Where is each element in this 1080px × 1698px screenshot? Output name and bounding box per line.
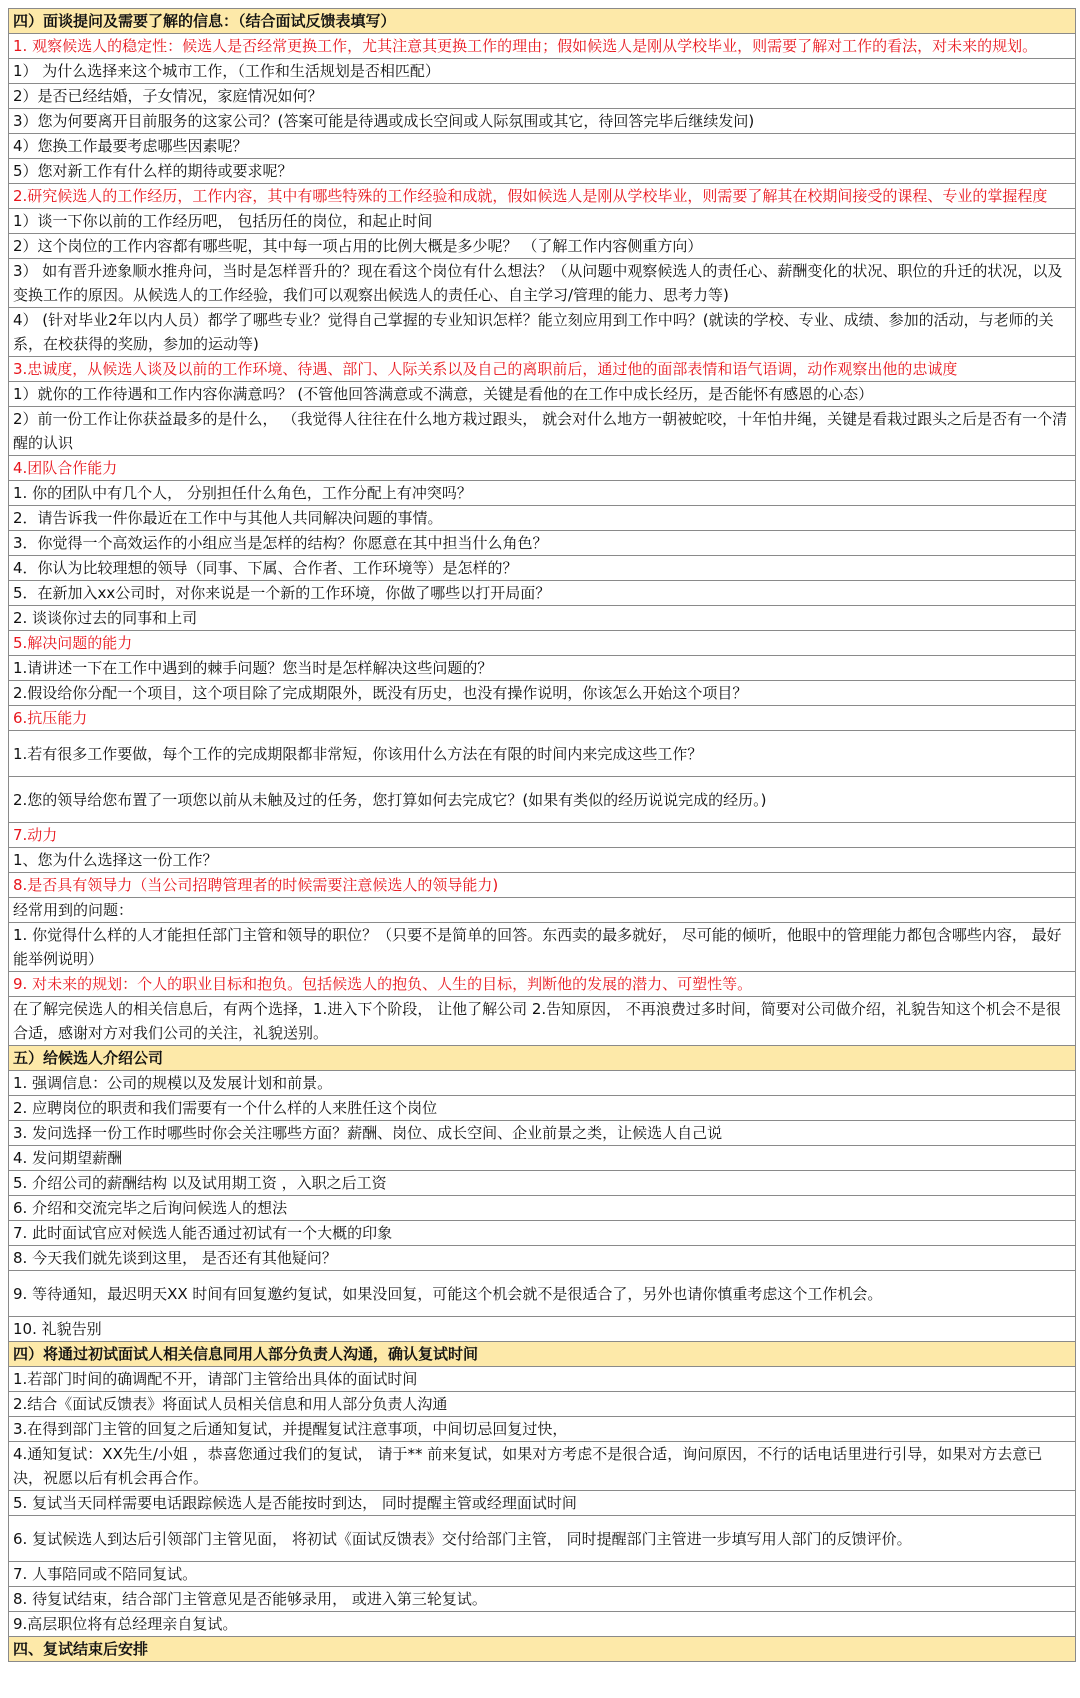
table-row [9, 1121, 1076, 1146]
question-cell[interactable]: 2. 谈谈你过去的同事和上司 [9, 606, 1076, 631]
section-header-cell[interactable]: 五）给候选人介绍公司 [9, 1046, 1076, 1071]
interview-guide-table [8, 8, 1076, 1662]
table-row [9, 1392, 1076, 1417]
question-cell[interactable]: 2. 应聘岗位的职责和我们需要有一个什么样的人来胜任这个岗位 [9, 1096, 1076, 1121]
question-cell[interactable]: 8. 今天我们就先谈到这里， 是否还有其他疑问？ [9, 1246, 1076, 1271]
table-row [9, 848, 1076, 873]
table-row [9, 59, 1076, 84]
question-cell[interactable]: 在了解完侯选人的相关信息后，有两个选择，1.进入下个阶段， 让他了解公司 2.告知原因， 不再浪费过多时间，简要对公司做介绍，礼貌告知这个机会不是很合适，感谢对方对我们公司的关注，礼貌送别。 [9, 997, 1076, 1046]
question-cell[interactable]: 4）您换工作最要考虑哪些因素呢？ [9, 134, 1076, 159]
table-row [9, 706, 1076, 731]
question-cell[interactable]: 1. 你的团队中有几个人， 分别担任什么角色，工作分配上有冲突吗？ [9, 481, 1076, 506]
table-row [9, 234, 1076, 259]
question-cell[interactable]: 3．你觉得一个高效运作的小组应当是怎样的结构？你愿意在其中担当什么角色？ [9, 531, 1076, 556]
question-cell[interactable]: 1）就你的工作待遇和工作内容你满意吗？ (不管他回答满意或不满意，关键是看他的在工作中成长经历，是否能怀有感恩的心态） [9, 382, 1076, 407]
table-row [9, 407, 1076, 456]
table-row [9, 1417, 1076, 1442]
section-header-row [9, 1637, 1076, 1662]
table-row [9, 873, 1076, 898]
table-row [9, 1612, 1076, 1637]
table-row [9, 777, 1076, 823]
question-cell[interactable]: 1.请讲述一下在工作中遇到的棘手问题？您当时是怎样解决这些问题的？ [9, 656, 1076, 681]
question-cell[interactable]: 8. 待复试结束，结合部门主管意见是否能够录用， 或进入第三轮复试。 [9, 1587, 1076, 1612]
table-row [9, 1317, 1076, 1342]
question-cell[interactable]: 9. 等待通知，最迟明天XX 时间有回复邀约复试，如果没回复，可能这个机会就不是很适合了，另外也请你慎重考虑这个工作机会。 [9, 1271, 1076, 1317]
table-row [9, 481, 1076, 506]
section-header-row [9, 1342, 1076, 1367]
question-cell[interactable]: 3.在得到部门主管的回复之后通知复试，并提醒复试注意事项，中间切忌回复过快， [9, 1417, 1076, 1442]
question-cell[interactable]: 1. 你觉得什么样的人才能担任部门主管和领导的职位？（只要不是简单的回答。东西卖的最多就好， 尽可能的倾听，他眼中的管理能力都包含哪些内容， 最好能举例说明） [9, 923, 1076, 972]
question-cell[interactable]: 2）是否已经结婚，子女情况，家庭情况如何？ [9, 84, 1076, 109]
question-cell[interactable]: 4. 发问期望薪酬 [9, 1146, 1076, 1171]
question-cell[interactable]: 4．你认为比较理想的领导（同事、下属、合作者、工作环境等）是怎样的？ [9, 556, 1076, 581]
question-cell[interactable]: 1） 为什么选择来这个城市工作，（工作和生活规划是否相匹配） [9, 59, 1076, 84]
table-row [9, 898, 1076, 923]
question-cell[interactable]: 5. 复试当天同样需要电话跟踪候选人是否能按时到达， 同时提醒主管或经理面试时间 [9, 1491, 1076, 1516]
section-header-cell[interactable]: 四）将通过初试面试人相关信息同用人部分负责人沟通，确认复试时间 [9, 1342, 1076, 1367]
question-cell[interactable]: 5. 介绍公司的薪酬结构 以及试用期工资 ，入职之后工资 [9, 1171, 1076, 1196]
table-row [9, 357, 1076, 382]
table-row [9, 556, 1076, 581]
table-row [9, 34, 1076, 59]
topic-cell[interactable]: 9. 对未来的规划：个人的职业目标和抱负。包括候选人的抱负、人生的目标，判断他的发展的潜力、可塑性等。 [9, 972, 1076, 997]
table-row [9, 1491, 1076, 1516]
question-cell[interactable]: 5）您对新工作有什么样的期待或要求呢？ [9, 159, 1076, 184]
question-cell[interactable]: 2）这个岗位的工作内容都有哪些呢，其中每一项占用的比例大概是多少呢？ （了解工作内容侧重方向） [9, 234, 1076, 259]
question-cell[interactable]: 10. 礼貌告别 [9, 1317, 1076, 1342]
question-cell[interactable]: 1）谈一下你以前的工作经历吧， 包括历任的岗位，和起止时间 [9, 209, 1076, 234]
table-row [9, 184, 1076, 209]
question-cell[interactable]: 3）您为何要离开目前服务的这家公司？(答案可能是待遇或成长空间或人际氛围或其它，待回答完毕后继续发问) [9, 109, 1076, 134]
question-cell[interactable]: 2.您的领导给您布置了一项您以前从未触及过的任务，您打算如何去完成它？(如果有类似的经历说说完成的经历。) [9, 777, 1076, 823]
table-row [9, 731, 1076, 777]
table-row [9, 997, 1076, 1046]
topic-cell[interactable]: 1. 观察候选人的稳定性：候选人是否经常更换工作，尤其注意其更换工作的理由；假如候选人是刚从学校毕业，则需要了解对工作的看法，对未来的规划。 [9, 34, 1076, 59]
table-row [9, 631, 1076, 656]
table-row [9, 972, 1076, 997]
question-cell[interactable]: 1.若部门时间的确调配不开，请部门主管给出具体的面试时间 [9, 1367, 1076, 1392]
table-row [9, 823, 1076, 848]
question-cell[interactable]: 2.结合《面试反馈表》将面试人员相关信息和用人部分负责人沟通 [9, 1392, 1076, 1417]
table-row [9, 1071, 1076, 1096]
table-row [9, 159, 1076, 184]
table-row [9, 1562, 1076, 1587]
question-cell[interactable]: 2.假设给你分配一个项目，这个项目除了完成期限外，既没有历史，也没有操作说明，你该怎么开始这个项目？ [9, 681, 1076, 706]
topic-cell[interactable]: 8.是否具有领导力（当公司招聘管理者的时候需要注意候选人的领导能力) [9, 873, 1076, 898]
question-cell[interactable]: 5．在新加入xx公司时，对你来说是一个新的工作环境，你做了哪些以打开局面？ [9, 581, 1076, 606]
table-body [9, 9, 1076, 1662]
question-cell[interactable]: 6. 复试候选人到达后引领部门主管见面， 将初试《面试反馈表》交付给部门主管， 同时提醒部门主管进一步填写用人部门的反馈评价。 [9, 1516, 1076, 1562]
topic-cell[interactable]: 6.抗压能力 [9, 706, 1076, 731]
section-header-cell[interactable]: 四）面谈提问及需要了解的信息：（结合面试反馈表填写） [9, 9, 1076, 34]
section-header-cell[interactable]: 四、复试结束后安排 [9, 1637, 1076, 1662]
question-cell[interactable]: 4.通知复试：XX先生/小姐 ，恭喜您通过我们的复试， 请于** 前来复试，如果对方考虑不是很合适，询问原因，不行的话电话里进行引导，如果对方去意已决，祝愿以后有机会再合作。 [9, 1442, 1076, 1491]
table-row [9, 308, 1076, 357]
table-row [9, 1442, 1076, 1491]
question-cell[interactable]: 1. 强调信息：公司的规模以及发展计划和前景。 [9, 1071, 1076, 1096]
question-cell[interactable]: 1.若有很多工作要做，每个工作的完成期限都非常短，你该用什么方法在有限的时间内来完成这些工作？ [9, 731, 1076, 777]
question-cell[interactable]: 4） (针对毕业2年以内人员）都学了哪些专业？觉得自己掌握的专业知识怎样？能立刻应用到工作中吗？(就读的学校、专业、成绩、参加的活动，与老师的关系，在校获得的奖励，参加的运动等) [9, 308, 1076, 357]
question-cell[interactable]: 3） 如有晋升迹象顺水推舟问，当时是怎样晋升的？现在看这个岗位有什么想法？（从问题中观察候选人的责任心、薪酬变化的状况、职位的升迁的状况，以及变换工作的原因。从候选人的工作经验，我们可以观察出候选人的责任心、自主学习/管理的能力、思考力等) [9, 259, 1076, 308]
question-cell[interactable]: 2）前一份工作让你获益最多的是什么， （我觉得人往往在什么地方栽过跟头， 就会对什么地方一朝被蛇咬，十年怕井绳，关键是看栽过跟头之后是否有一个清醒的认识 [9, 407, 1076, 456]
question-cell[interactable]: 6. 介绍和交流完毕之后询问候选人的想法 [9, 1196, 1076, 1221]
table-row [9, 1146, 1076, 1171]
table-row [9, 606, 1076, 631]
table-row [9, 1587, 1076, 1612]
question-cell[interactable]: 9.高层职位将有总经理亲自复试。 [9, 1612, 1076, 1637]
table-row [9, 923, 1076, 972]
table-row [9, 1516, 1076, 1562]
topic-cell[interactable]: 4.团队合作能力 [9, 456, 1076, 481]
table-row [9, 259, 1076, 308]
question-cell[interactable]: 经常用到的问题： [9, 898, 1076, 923]
table-row [9, 84, 1076, 109]
section-header-row [9, 9, 1076, 34]
question-cell[interactable]: 2．请告诉我一件你最近在工作中与其他人共同解决问题的事情。 [9, 506, 1076, 531]
question-cell[interactable]: 3. 发问选择一份工作时哪些时你会关注哪些方面？薪酬、岗位、成长空间、企业前景之类，让候选人自己说 [9, 1121, 1076, 1146]
table-row [9, 681, 1076, 706]
table-row [9, 531, 1076, 556]
table-row [9, 506, 1076, 531]
table-row [9, 209, 1076, 234]
table-row [9, 456, 1076, 481]
table-row [9, 1367, 1076, 1392]
table-row [9, 1171, 1076, 1196]
table-row [9, 1271, 1076, 1317]
table-row [9, 134, 1076, 159]
section-header-row [9, 1046, 1076, 1071]
table-row [9, 581, 1076, 606]
table-row [9, 1196, 1076, 1221]
question-cell[interactable]: 7. 此时面试官应对候选人能否通过初试有一个大概的印象 [9, 1221, 1076, 1246]
topic-cell[interactable]: 7.动力 [9, 823, 1076, 848]
question-cell[interactable]: 1、您为什么选择这一份工作？ [9, 848, 1076, 873]
table-row [9, 656, 1076, 681]
table-row [9, 382, 1076, 407]
question-cell[interactable]: 7. 人事陪同或不陪同复试。 [9, 1562, 1076, 1587]
topic-cell[interactable]: 2.研究候选人的工作经历，工作内容，其中有哪些特殊的工作经验和成就，假如候选人是刚从学校毕业，则需要了解其在校期间接受的课程、专业的掌握程度 [9, 184, 1076, 209]
topic-cell[interactable]: 5.解决问题的能力 [9, 631, 1076, 656]
table-row [9, 109, 1076, 134]
topic-cell[interactable]: 3.忠诚度，从候选人谈及以前的工作环境、待遇、部门、人际关系以及自己的离职前后，通过他的面部表情和语气语调，动作观察出他的忠诚度 [9, 357, 1076, 382]
table-row [9, 1246, 1076, 1271]
table-row [9, 1096, 1076, 1121]
table-row [9, 1221, 1076, 1246]
